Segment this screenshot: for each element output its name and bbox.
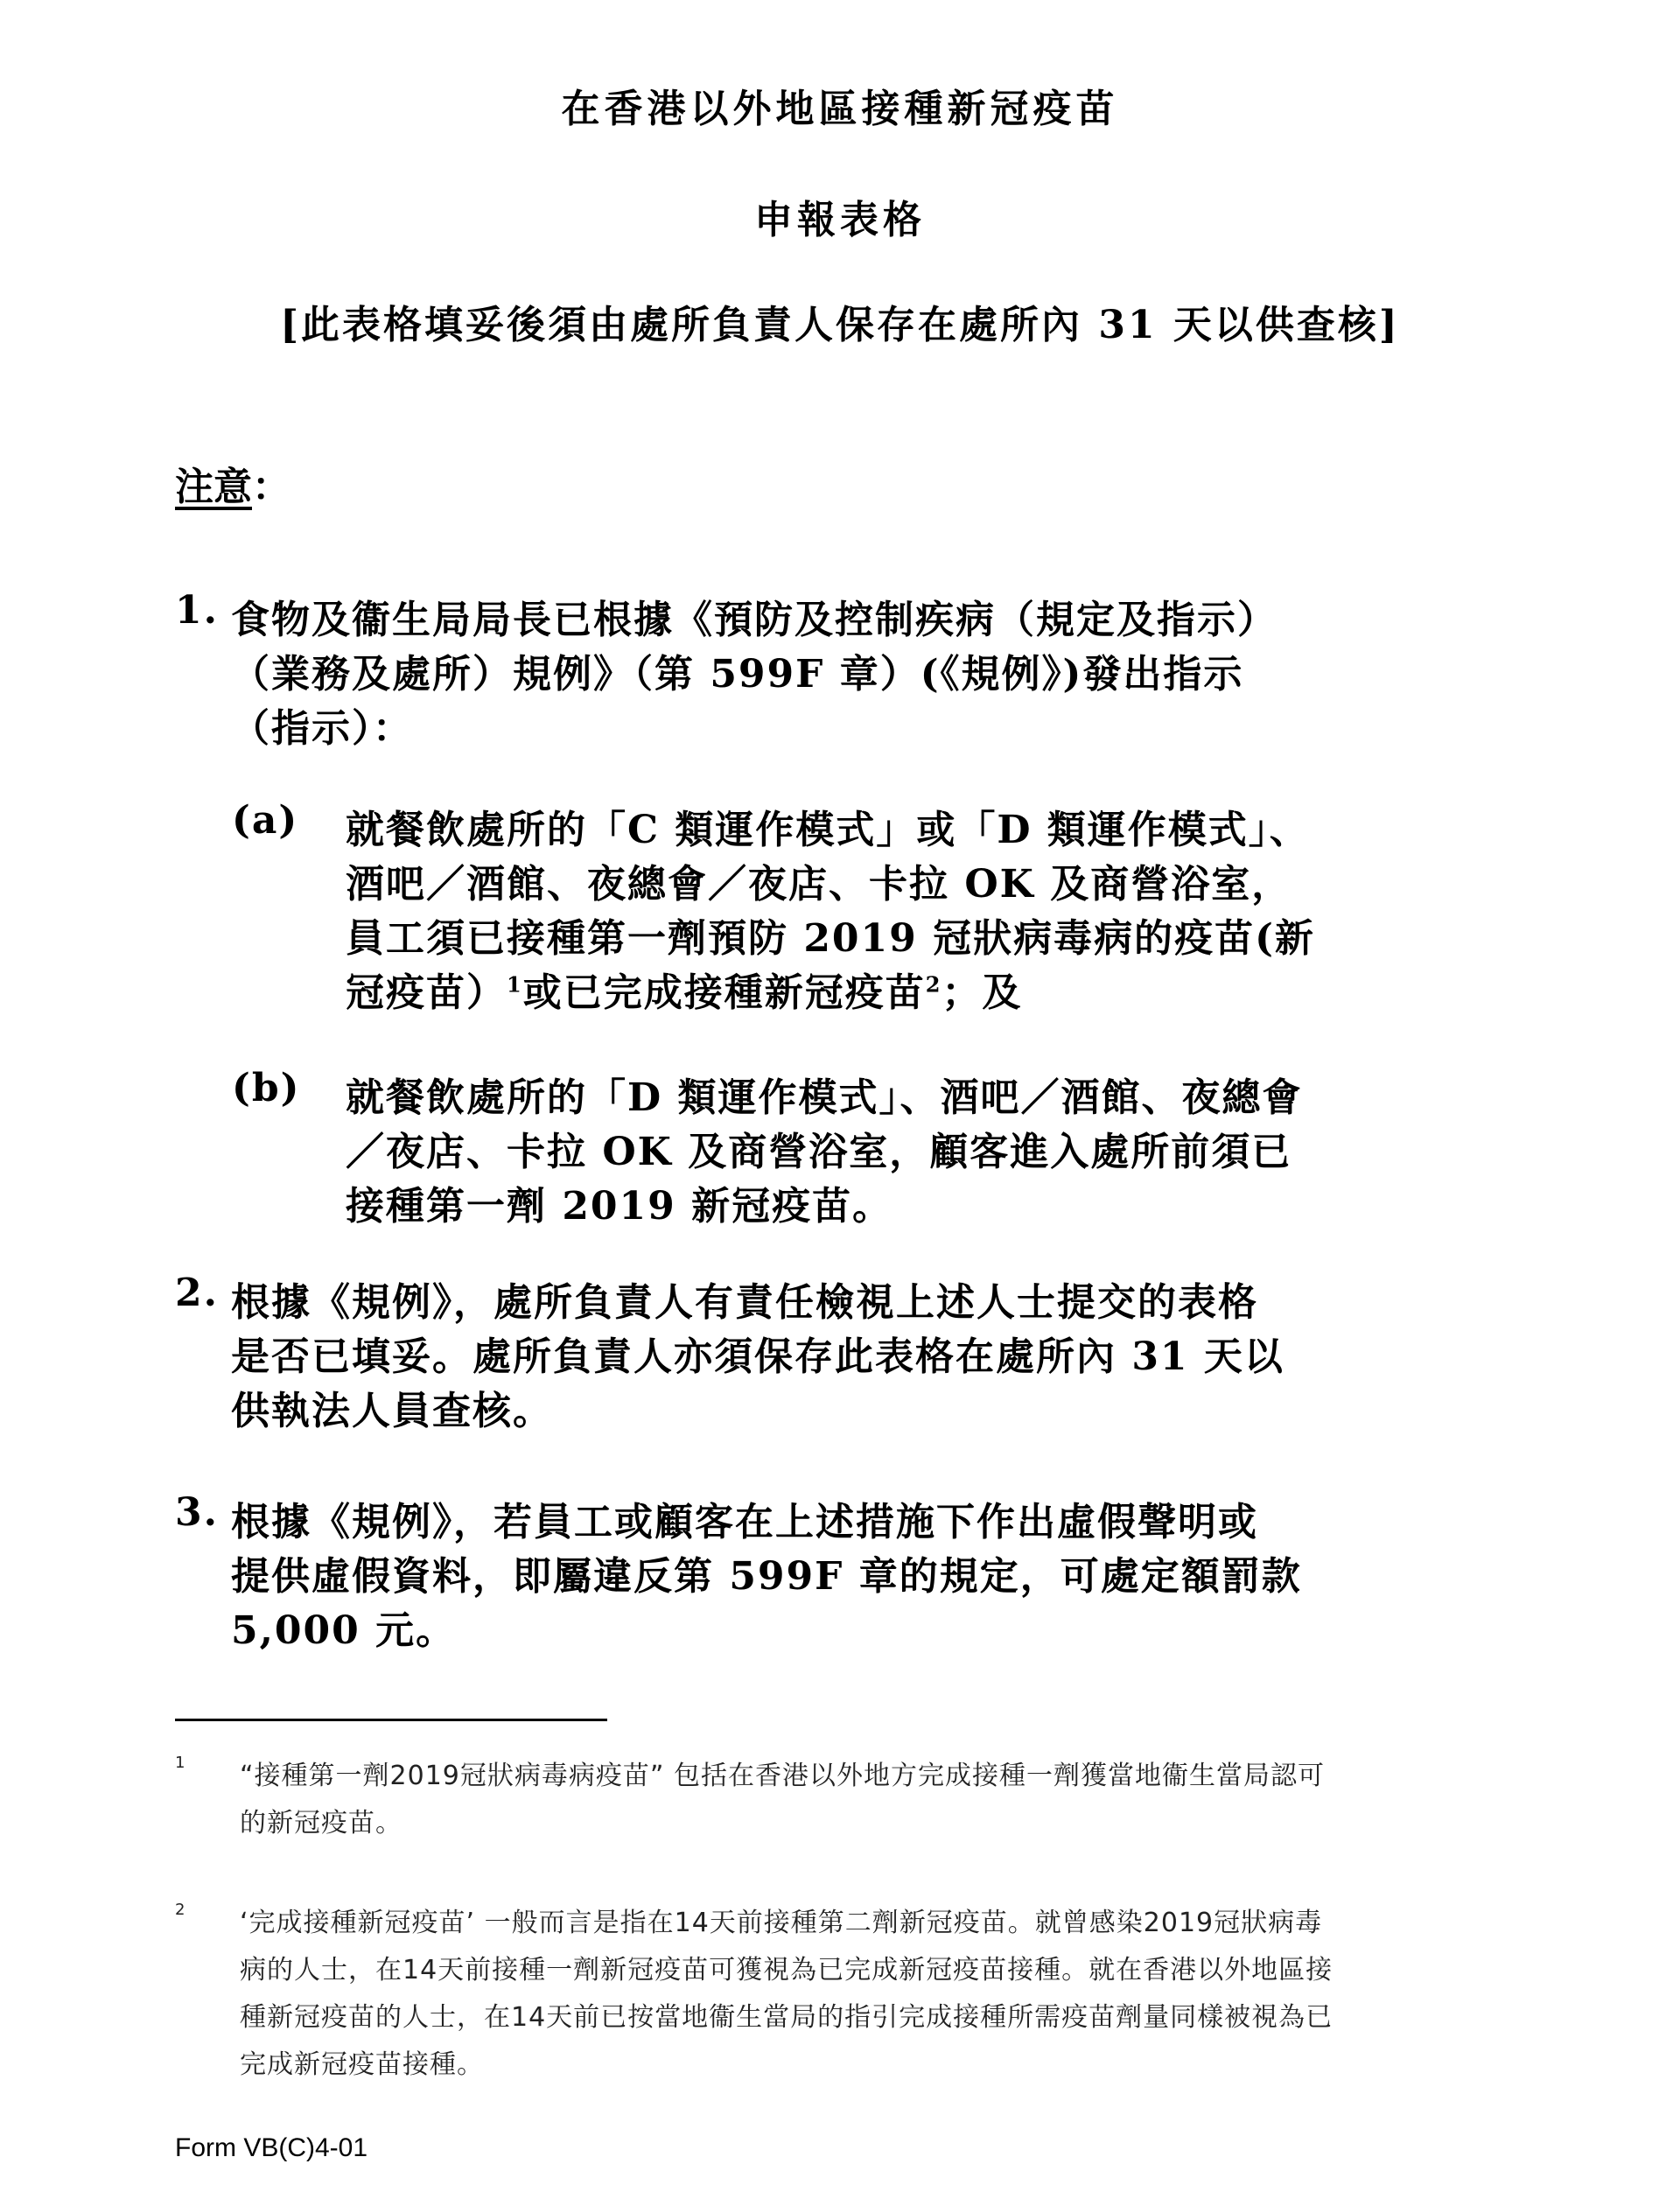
item-line: 5,000 元。 xyxy=(231,1608,457,1653)
sub-item-line: ／夜店、卡拉 OK 及商營浴室，顧客進入處所前須已 xyxy=(346,1130,1292,1174)
footnote-line: 完成新冠疫苗接種。 xyxy=(240,2049,484,2080)
document-title: 在香港以外地區接種新冠疫苗 xyxy=(561,87,1119,131)
footnote-ref-1: 1 xyxy=(507,971,523,998)
sub-item-line: 就餐飲處所的「D 類運作模式」、酒吧／酒館、夜總會 xyxy=(346,1075,1303,1120)
footnote-ref-2: 2 xyxy=(925,971,942,998)
item-line: 根據《規例》，若員工或顧客在上述措施下作出虛假聲明或 xyxy=(231,1500,1258,1544)
sub-item-line: 接種第一劑 2019 新冠疫苗。 xyxy=(346,1184,893,1229)
notice-label: 注意 xyxy=(175,465,252,509)
sub-item-label: (a) xyxy=(232,798,299,843)
item-number: 2. xyxy=(175,1271,219,1315)
sub-item-line: 員工須已接種第一劑預防 2019 冠狀病毒病的疫苗(新 xyxy=(346,916,1315,961)
footnote-line: ‘完成接種新冠疫苗’ 一般而言是指在14天前接種第二劑新冠疫苗。就曾感染2019冠狀病毒 xyxy=(240,1908,1323,1938)
sub-item-line: 酒吧／酒館、夜總會／夜店、卡拉 OK 及商營浴室， xyxy=(346,862,1292,907)
item-line: （指示）： xyxy=(231,706,413,751)
footnote-line: 種新冠疫苗的人士，在14天前已按當地衞生當局的指引完成接種所需疫苗劑量同樣被視為已 xyxy=(240,2002,1334,2033)
retention-note: [此表格填妥後須由處所負責人保存在處所內 31 天以供查核] xyxy=(280,303,1400,347)
footnote-line: “接種第一劑2019冠狀病毒病疫苗” 包括在香港以外地方完成接種一劑獲當地衞生當局認可 xyxy=(240,1761,1325,1791)
form-id: Form VB(C)4-01 xyxy=(175,2133,368,2162)
footnote-separator xyxy=(175,1719,607,1721)
sub-item-line-text: 冠疫苗） xyxy=(346,970,507,1015)
item-number: 3. xyxy=(175,1490,219,1535)
notice-heading xyxy=(175,455,290,511)
sub-item-line-text: 或已完成接種新冠疫苗 xyxy=(522,970,926,1015)
footnote-line: 病的人士，在14天前接種一劑新冠疫苗可獲視為已完成新冠疫苗接種。就在香港以外地區接 xyxy=(240,1955,1334,1985)
item-line: 根據《規例》，處所負責人有責任檢視上述人士提交的表格 xyxy=(231,1280,1258,1325)
footnote-line: 的新冠疫苗。 xyxy=(240,1808,402,1838)
footnote-mark: 2 xyxy=(175,1901,186,1919)
footnote-mark: 1 xyxy=(175,1754,186,1772)
sub-item-line: 就餐飲處所的「C 類運作模式」或「D 類運作模式」、 xyxy=(346,808,1310,852)
sub-item-line-text: ；及 xyxy=(942,970,1023,1015)
item-number: 1. xyxy=(175,588,219,633)
item-line: （業務及處所）規例》（第 599F 章）(《規例》)發出指示 xyxy=(231,652,1244,697)
item-line: 提供虛假資料，即屬違反第 599F 章的規定，可處定額罰款 xyxy=(231,1554,1302,1599)
item-line: 食物及衞生局局長已根據《預防及控制疾病（規定及指示） xyxy=(231,598,1278,642)
notice-colon: ： xyxy=(252,465,290,509)
document-subtitle: 申報表格 xyxy=(754,198,926,242)
sub-item-label: (b) xyxy=(232,1066,301,1110)
item-line: 供執法人員查核。 xyxy=(231,1389,553,1433)
item-line: 是否已填妥。處所負責人亦須保存此表格在處所內 31 天以 xyxy=(231,1334,1284,1379)
sub-item-last-line xyxy=(346,961,1022,1017)
